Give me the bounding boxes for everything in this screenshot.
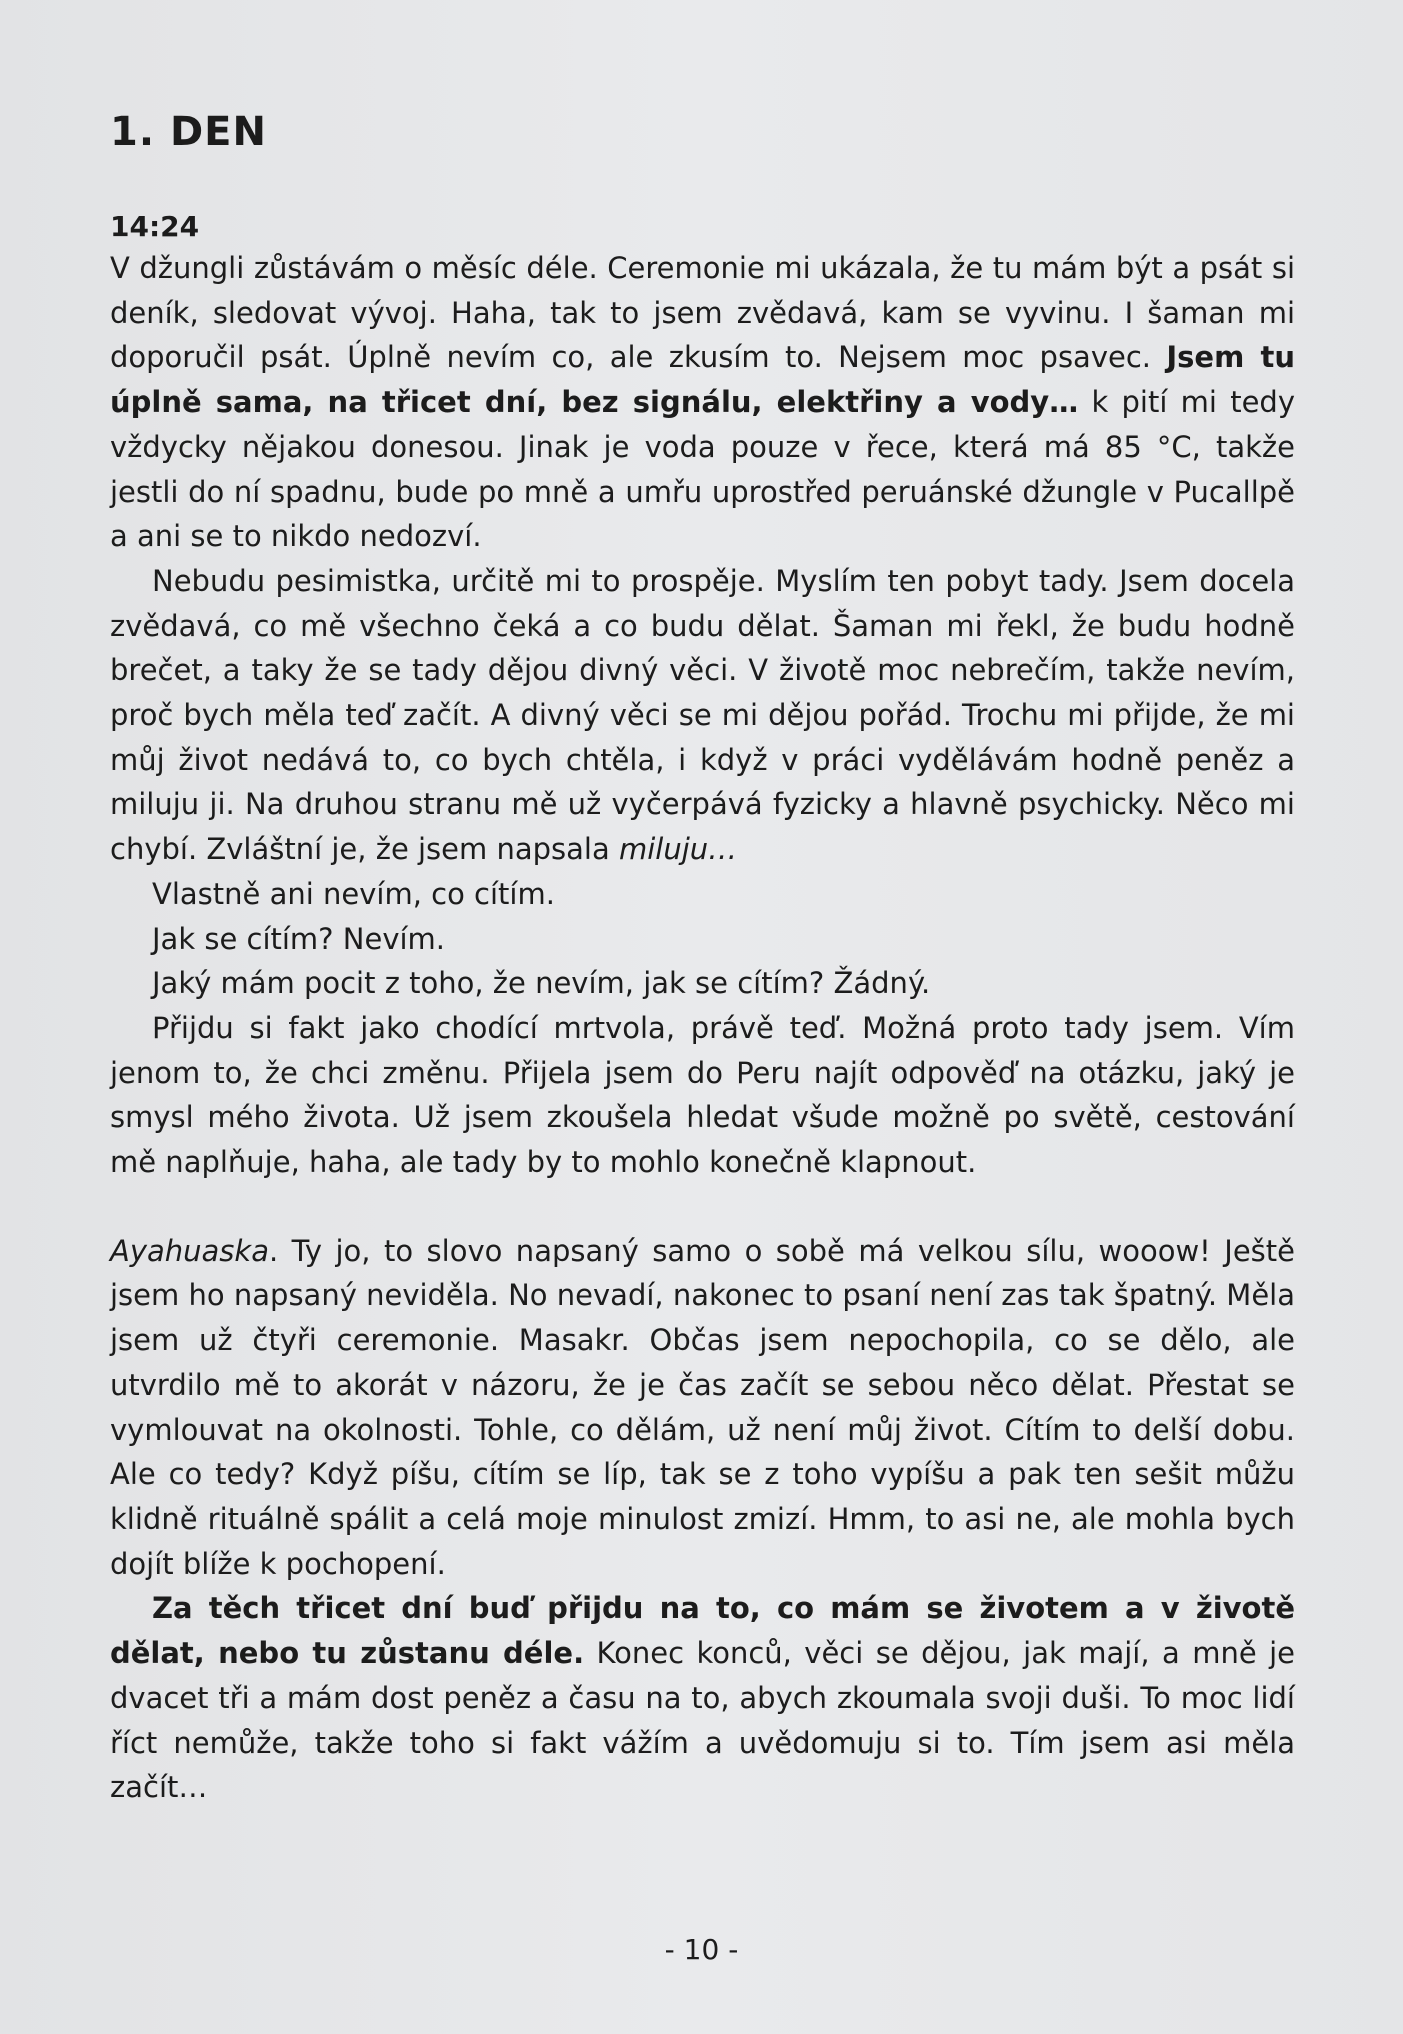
paragraph-4: Jak se cítím? Nevím.: [152, 921, 446, 956]
section-gap: [110, 1185, 1295, 1229]
paragraph-7-text: . Ty jo, to slovo napsaný samo o sobě má velkou sílu, wooow! Ještě jsem ho napsaný neviděla. No nevadí, nakonec to psaní není zas tak špatný. Měla jsem už čtyři ceremonie. Masakr. Občas jsem nepochopila, co se dělo, ale utvrdilo mě to akorát v názoru, že je čas začít se sebou něco dělat. Přestat se vymlouvat na okolnosti. Tohle, co dělám, už není můj život. Cítím to delší dobu. Ale co tedy? Když píšu, cítím se líp, tak se z toho vypíšu a pak ten sešit můžu klidně rituálně spálit a celá moje minulost zmizí. Hmm, to asi ne, ale mohla bych dojít blíže k pochopení.: [110, 1233, 1295, 1581]
paragraph-8-bold: Za těch třicet dní buď přijdu na to, co mám se životem a v životě dělat, nebo tu zůstanu déle.: [110, 1591, 1295, 1671]
paragraph-8: [110, 1586, 1295, 1810]
paragraph-2: [110, 559, 1295, 872]
time-heading: 14:24: [110, 210, 200, 243]
chapter-title: 1. DEN: [110, 109, 267, 155]
paragraph-5: Jaký mám pocit z toho, že nevím, jak se cítím? Žádný.: [152, 966, 931, 1001]
paragraph-6: Přijdu si fakt jako chodící mrtvola, právě teď. Možná proto tady jsem. Vím jenom to, že chci změnu. Přijela jsem do Peru najít odpověď na otázku, jaký je smysl mého života. Už jsem zkoušela hledat všude možně po světě, cestování mě naplňuje, haha, ale tady by to mohlo konečně klapnout.: [110, 1010, 1295, 1180]
paragraph-2-italic: miluju…: [618, 832, 738, 867]
paragraph-1-text-a: V džungli zůstávám o měsíc déle. Ceremonie mi ukázala, že tu mám být a psát si deník, sledovat vývoj. Haha, tak to jsem zvědavá, kam se vyvinu. I šaman mi doporučil psát. Úplně nevím co, ale zkusím to. Nejsem moc psavec.: [110, 251, 1295, 375]
paragraph-1: [110, 246, 1295, 559]
paragraph-7-italic: Ayahuaska: [110, 1233, 269, 1268]
page-number: - 10 -: [664, 1933, 739, 1966]
paragraph-7: [110, 1229, 1295, 1587]
paragraph-1-text-c: k pití mi tedy vždycky nějakou donesou. Jinak je voda pouze v řece, která má 85 °C, takže jestli do ní spadnu, bude po mně a umřu uprostřed peruánské džungle v Pucallpě a ani se to nikdo nedozví.: [110, 385, 1295, 554]
paragraph-8-text: Konec konců, věci se dějou, jak mají, a mně je dvacet tři a mám dost peněz a času na to, abych zkoumala svoji duši. To moc lidí říct nemůže, takže toho si fakt vážím a uvědomuju si to. Tím jsem asi měla začít…: [110, 1636, 1295, 1805]
paragraph-1-bold: Jsem tu úplně sama, na třicet dní, bez signálu, elektřiny a vody…: [110, 340, 1296, 420]
paragraph-3: Vlastně ani nevím, co cítím.: [152, 876, 555, 911]
paragraph-2-text: Nebudu pesimistka, určitě mi to prospěje. Myslím ten pobyt tady. Jsem docela zvědavá, co mě všechno čeká a co budu dělat. Šaman mi řekl, že budu hodně brečet, a taky že se tady dějou divný věci. V životě moc nebrečím, takže nevím, proč bych měla teď začít. A divný věci se mi dějou pořád. Trochu mi přijde, že mi můj život nedává to, co bych chtěla, i když v práci vydělávám hodně peněz a miluju ji. Na druhou stranu mě už vyčerpává fyzicky a hlavně psychicky. Něco mi chybí. Zvláštní je, že jsem napsala: [110, 563, 1295, 867]
